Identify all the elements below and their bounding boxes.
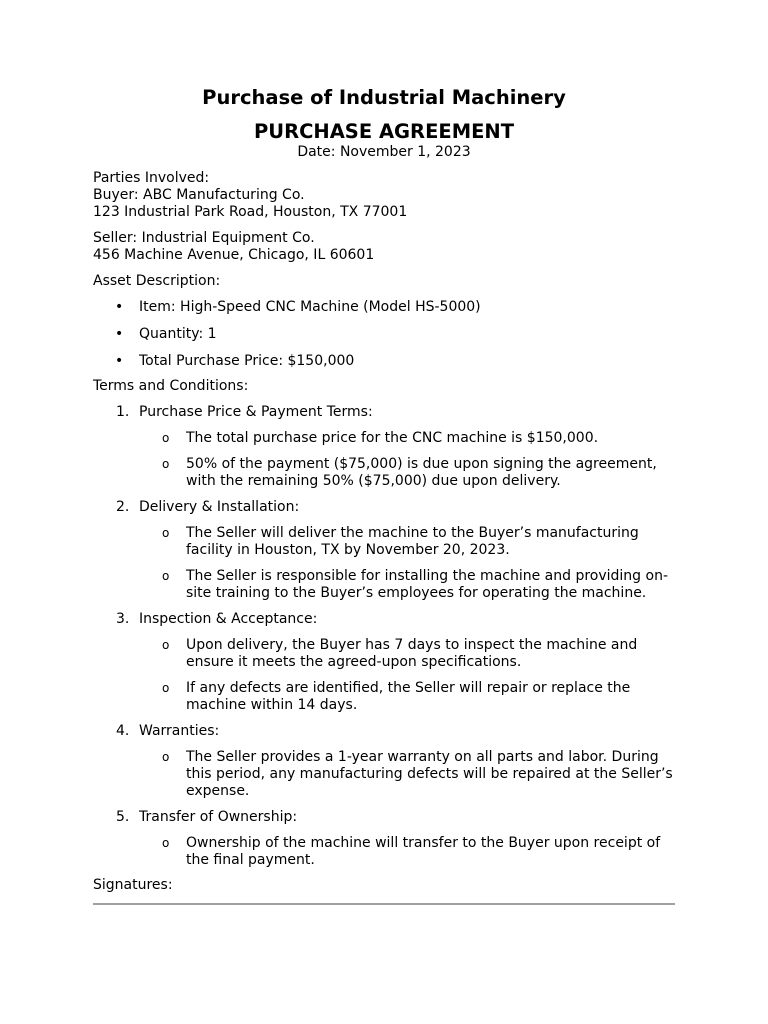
term-points: [139, 525, 675, 602]
signatures-section: [93, 877, 675, 905]
agreement-date: Date: November 1, 2023: [297, 144, 471, 160]
signatures-label: Signatures:: [93, 877, 173, 893]
list-item: [93, 326, 675, 343]
circle-bullet-icon: o: [162, 569, 170, 583]
term-points: [139, 637, 675, 714]
list-item: [139, 637, 675, 671]
buyer-address: 123 Industrial Park Road, Houston, TX 77001: [93, 204, 408, 220]
terms-section: [93, 378, 675, 869]
bullet-icon: •: [115, 299, 124, 315]
item-number: 2.: [116, 499, 130, 515]
signature-divider: [93, 903, 675, 905]
list-item: [139, 835, 675, 869]
item-number: 1.: [116, 404, 130, 420]
terms-item-ownership: [93, 809, 675, 869]
document-title: Purchase of Industrial Machinery: [202, 86, 566, 109]
agreement-heading: PURCHASE AGREEMENT: [253, 120, 515, 143]
list-item: [139, 456, 675, 490]
seller-name: Seller: Industrial Equipment Co.: [93, 230, 315, 246]
bullet-icon: •: [115, 353, 124, 369]
term-point-text: 50% of the payment ($75,000) is due upon signing the agreement, with the remaining 50% ($75,000) due upon delivery.: [186, 456, 657, 489]
term-points: [139, 430, 675, 490]
asset-section: [93, 273, 675, 370]
term-title: Transfer of Ownership:: [139, 809, 298, 825]
term-point-text: The Seller is responsible for installing the machine and providing on-site training to the Buyer’s employees for operating the machine.: [186, 568, 669, 601]
term-points: [139, 835, 675, 869]
term-point-text: The Seller provides a 1-year warranty on all parts and labor. During this period, any manufacturing defects will be repaired at the Seller’s expense.: [186, 749, 673, 799]
parties-label: Parties Involved:: [93, 170, 210, 186]
terms-label: Terms and Conditions:: [93, 378, 249, 394]
term-point-text: Upon delivery, the Buyer has 7 days to inspect the machine and ensure it meets the agreed-upon specifications.: [186, 637, 638, 670]
circle-bullet-icon: o: [162, 526, 170, 540]
parties-section: [93, 170, 675, 221]
terms-list: [93, 404, 675, 869]
item-number: 4.: [116, 723, 130, 739]
asset-label: Asset Description:: [93, 273, 221, 289]
document-page: [93, 86, 675, 905]
buyer-name: Buyer: ABC Manufacturing Co.: [93, 187, 305, 203]
bullet-icon: •: [115, 326, 124, 342]
list-item: [139, 749, 675, 800]
list-item: [93, 353, 675, 370]
asset-list: [93, 299, 675, 370]
terms-item-inspection: [93, 611, 675, 714]
circle-bullet-icon: o: [162, 750, 170, 764]
term-point-text: The total purchase price for the CNC machine is $150,000.: [186, 430, 599, 446]
circle-bullet-icon: o: [162, 681, 170, 695]
circle-bullet-icon: o: [162, 836, 170, 850]
list-item: [139, 430, 675, 447]
term-point-text: The Seller will deliver the machine to the Buyer’s manufacturing facility in Houston, TX by November 20, 2023.: [186, 525, 639, 558]
asset-item-text: Item: High-Speed CNC Machine (Model HS-5000): [139, 299, 481, 315]
list-item: [139, 568, 675, 602]
term-title: Delivery & Installation:: [139, 499, 300, 515]
item-number: 3.: [116, 611, 130, 627]
term-title: Purchase Price & Payment Terms:: [139, 404, 373, 420]
terms-item-warranties: [93, 723, 675, 800]
circle-bullet-icon: o: [162, 457, 170, 471]
term-points: [139, 749, 675, 800]
term-point-text: If any defects are identified, the Seller will repair or replace the machine within 14 days.: [186, 680, 631, 713]
item-number: 5.: [116, 809, 130, 825]
seller-section: [93, 230, 675, 264]
list-item: [93, 299, 675, 316]
circle-bullet-icon: o: [162, 431, 170, 445]
terms-item-delivery: [93, 499, 675, 602]
list-item: [139, 525, 675, 559]
asset-item-text: Quantity: 1: [139, 326, 217, 342]
seller-address: 456 Machine Avenue, Chicago, IL 60601: [93, 247, 375, 263]
term-point-text: Ownership of the machine will transfer to the Buyer upon receipt of the final payment.: [186, 835, 661, 868]
term-title: Inspection & Acceptance:: [139, 611, 318, 627]
circle-bullet-icon: o: [162, 638, 170, 652]
term-title: Warranties:: [139, 723, 220, 739]
asset-item-text: Total Purchase Price: $150,000: [139, 353, 355, 369]
terms-item-payment: [93, 404, 675, 490]
list-item: [139, 680, 675, 714]
